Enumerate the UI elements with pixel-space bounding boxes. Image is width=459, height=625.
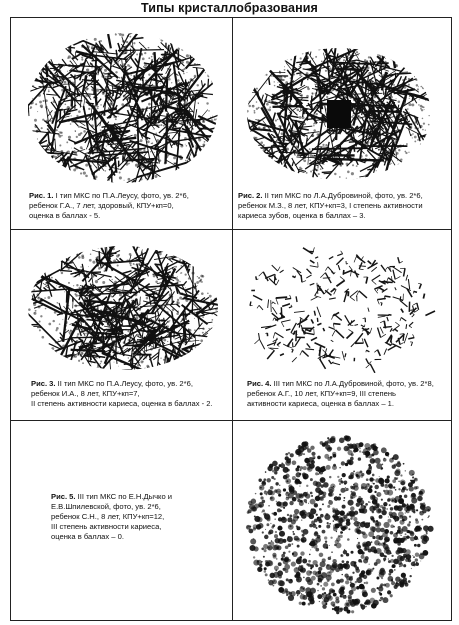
crystal-photo-fig4 [239, 243, 439, 373]
caption-line: III тип МКС по Е.Н.Дычко и [75, 492, 173, 501]
caption-line: ребенок А.Г., 10 лет, КПУ+кп=9, III степень [247, 389, 396, 398]
caption-line: II тип МКС по П.А.Леусу, фото, ув. 2*6, [55, 379, 193, 388]
caption-line: II тип МКС по Л.А.Дубровиной, фото, ув. 2*6, [262, 191, 423, 200]
caption-line: кариеса зубов, оценка в баллах – 3. [238, 211, 366, 220]
caption-line: II степень активности кариеса, оценка в баллах - 2. [31, 399, 213, 408]
crystal-photo-fig3 [23, 243, 223, 373]
caption-line: оценка в баллах – 0. [51, 532, 124, 541]
caption-fig4 [247, 379, 434, 409]
grid-divider-row1 [11, 229, 451, 230]
figure-grid [10, 17, 452, 621]
caption-label: Рис. 3. [31, 379, 56, 388]
crystal-photo-fig1 [23, 28, 223, 188]
caption-line: активности кариеса, оценка в баллах – 1. [247, 399, 394, 408]
caption-line: ребенок С.Н., 8 лет, КПУ+кп=12, [51, 512, 165, 521]
caption-line: ребенок Г.А., 7 лет, здоровый, КПУ+кп=0, [29, 201, 174, 210]
page-title: Типы кристаллобразования [141, 1, 318, 15]
caption-label: Рис. 2. [238, 191, 263, 200]
caption-line: оценка в баллах - 5. [29, 211, 101, 220]
crystal-photo-fig5 [241, 430, 441, 615]
caption-line: III степень активности кариеса, [51, 522, 162, 531]
caption-fig3 [31, 379, 223, 409]
caption-label: Рис. 5. [51, 492, 76, 501]
caption-fig5 [51, 492, 191, 542]
caption-line: ребенок И.А., 8 лет, КПУ+кп=7, [31, 389, 140, 398]
caption-line: I тип МКС по П.А.Леусу, фото, ув. 2*6, [53, 191, 189, 200]
caption-fig1 [29, 191, 219, 221]
caption-fig2 [238, 191, 423, 221]
caption-label: Рис. 4. [247, 379, 272, 388]
grid-divider-row2 [11, 420, 451, 421]
caption-label: Рис. 1. [29, 191, 54, 200]
caption-line: III тип МКС по Л.А.Дубровиной, фото, ув. 2*8, [271, 379, 434, 388]
caption-line: Е.В.Шпилевской, фото, ув. 2*6, [51, 502, 161, 511]
grid-divider-vertical [232, 18, 233, 620]
caption-line: ребенок М.З., 8 лет, КПУ+кп=3, I степень активности [238, 201, 423, 210]
crystal-photo-fig2 [239, 42, 439, 182]
